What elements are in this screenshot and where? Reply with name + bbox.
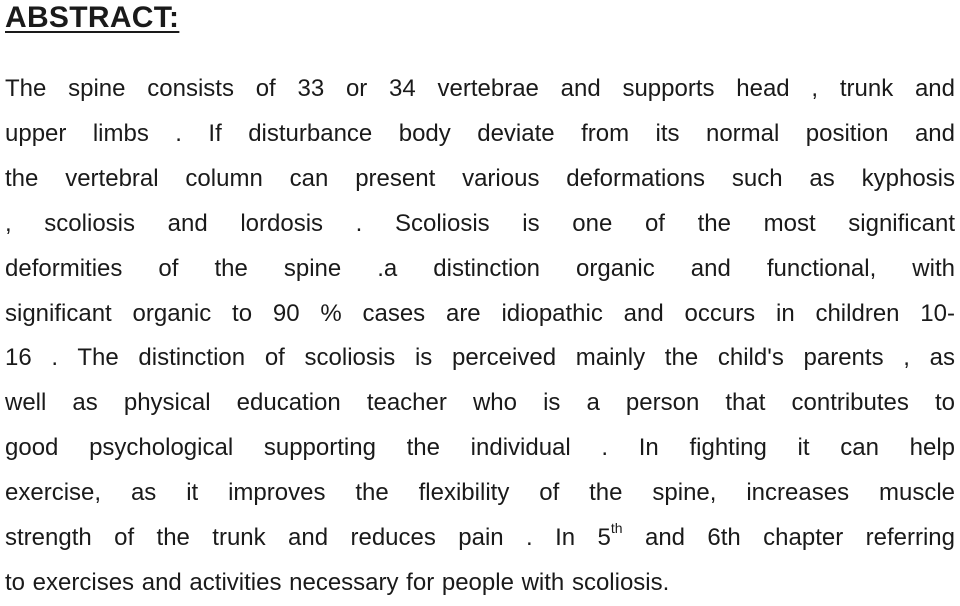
abstract-line: the vertebral column can present various deformations such as kyphosis [5, 164, 955, 192]
abstract-line: good psychological supporting the individual . In fighting it can help [5, 434, 955, 462]
line-text-before: strength of the trunk and reduces pain . In 5 [5, 524, 611, 552]
abstract-line: significant organic to 90 % cases are idiopathic and occurs in children 10- [5, 299, 955, 327]
abstract-line: exercise, as it improves the flexibility of the spine, increases muscle [5, 479, 955, 507]
abstract-line: 16 . The distinction of scoliosis is perceived mainly the child's parents , as [5, 344, 955, 372]
abstract-line: The spine consists of 33 or 34 vertebrae and supports head , trunk and [5, 75, 955, 102]
line-text-after: and 6th chapter referring [622, 524, 956, 552]
abstract-line: , scoliosis and lordosis . Scoliosis is one of the most significant [5, 209, 955, 237]
abstract-line: deformities of the spine .a distinction organic and functional, with [5, 254, 955, 282]
abstract-line-with-superscript [5, 516, 955, 561]
superscript-th: th [610, 520, 623, 537]
abstract-line: upper limbs . If disturbance body deviate from its normal position and [5, 119, 955, 147]
abstract-line: well as physical education teacher who is a person that contributes to [5, 389, 955, 417]
abstract-heading: ABSTRACT: [5, 1, 180, 34]
abstract-last-line: to exercises and activities necessary for people with scoliosis. [5, 568, 670, 596]
abstract-body [5, 67, 955, 606]
